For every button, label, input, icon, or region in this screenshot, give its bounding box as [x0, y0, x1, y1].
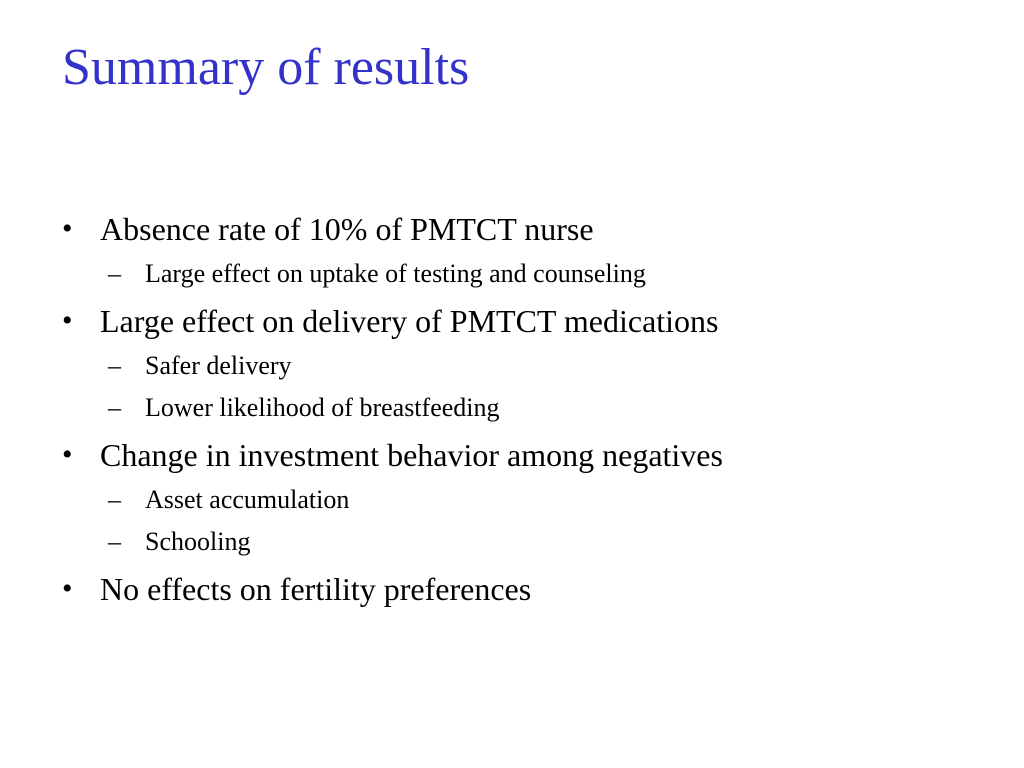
- sub-item-asset-accumulation: [62, 479, 982, 521]
- sub-item-text: Safer delivery: [145, 351, 292, 380]
- bullet-item-investment-behavior: [62, 431, 982, 479]
- sub-item-schooling: [62, 521, 982, 563]
- sub-item-text: Lower likelihood of breastfeeding: [145, 393, 500, 422]
- sub-item-text: Asset accumulation: [145, 485, 350, 514]
- bullet-text: No effects on fertility preferences: [100, 571, 532, 607]
- bullet-item-fertility-preferences: [62, 565, 982, 613]
- dash-icon: –: [108, 259, 121, 288]
- dash-icon: –: [108, 527, 121, 556]
- sub-item-text: Large effect on uptake of testing and counseling: [145, 259, 646, 288]
- sub-item-breastfeeding: [62, 387, 982, 429]
- bullet-icon: •: [62, 572, 73, 605]
- bullet-text: Large effect on delivery of PMTCT medications: [100, 303, 719, 339]
- sub-item-text: Schooling: [145, 527, 251, 556]
- bullet-icon: •: [62, 304, 73, 337]
- dash-icon: –: [108, 393, 121, 422]
- bullet-text: Absence rate of 10% of PMTCT nurse: [100, 211, 594, 247]
- bullet-icon: •: [62, 212, 73, 245]
- sub-item-safer-delivery: [62, 345, 982, 387]
- dash-icon: –: [108, 485, 121, 514]
- bullet-icon: •: [62, 438, 73, 471]
- bullet-item-delivery-medications: [62, 297, 982, 345]
- bullet-text: Change in investment behavior among negatives: [100, 437, 723, 473]
- bullet-list: [62, 203, 982, 613]
- bullet-item-absence-rate: [62, 205, 982, 253]
- sub-item-testing-counseling: [62, 253, 982, 295]
- dash-icon: –: [108, 351, 121, 380]
- slide-title: Summary of results: [62, 39, 470, 96]
